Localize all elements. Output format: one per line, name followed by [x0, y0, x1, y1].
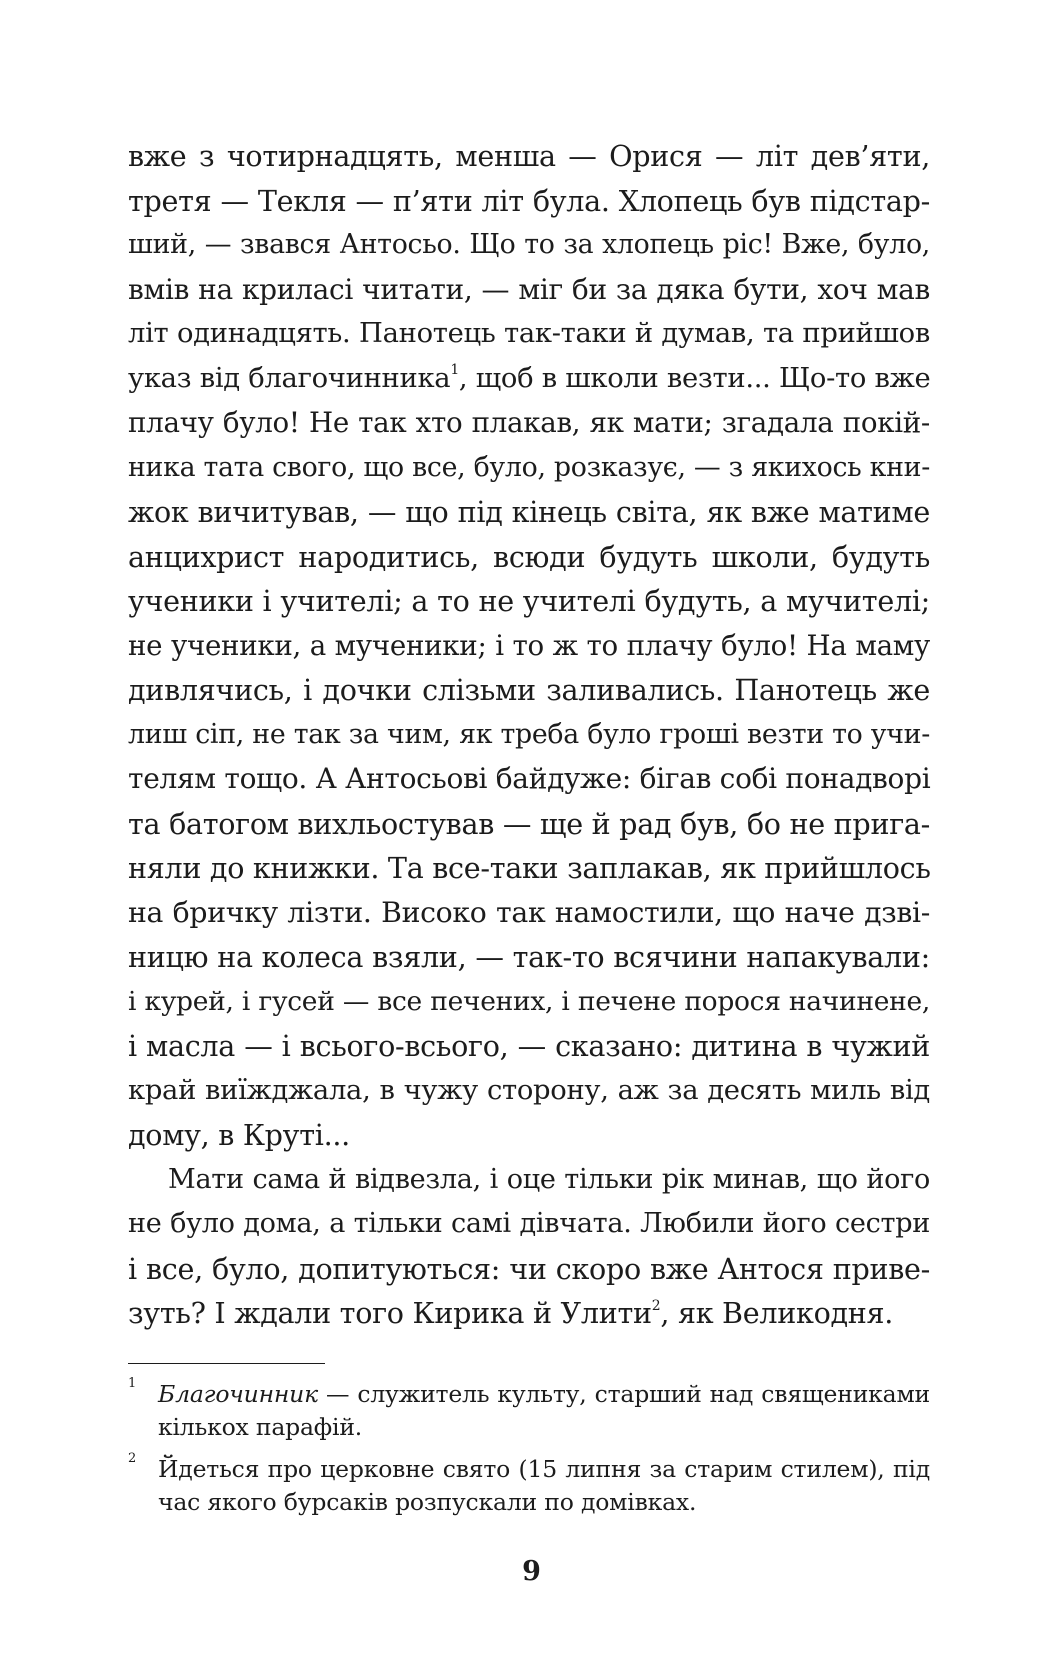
footnote-line — [128, 1378, 930, 1411]
text-line: плачу було! Не так хто плакав, як мати; згадала покій- — [128, 406, 930, 439]
text-fragment: , як Великодня. — [660, 1296, 894, 1330]
footnote-mark: 1 — [128, 1376, 137, 1391]
text-line-paragraph-start: Мати сама й відвезла, і оце тільки рік минав, що його — [168, 1163, 930, 1195]
footnote-text: — служитель культу, старший над священиками — [317, 1380, 930, 1408]
text-line: край виїжджала, в чужу сторону, аж за десять миль від — [128, 1074, 930, 1106]
text-line: не було дома, а тільки самі дівчата. Любили його сестри — [128, 1208, 930, 1239]
text-line: няли до книжки. Та все-таки заплакав, як прийшлось — [128, 851, 931, 885]
footnote-line: Йдеться про церковне свято (15 липня за старим стилем), під — [158, 1455, 930, 1483]
text-line-with-footnote-ref — [128, 1291, 930, 1336]
text-fragment: , щоб в школи везти... Що-то вже — [458, 362, 931, 394]
footnote-term: Благочинник — [158, 1380, 318, 1408]
text-line: жок вичитував, — що під кінець світа, як вже матиме — [128, 495, 930, 529]
text-line: вмів на криласі читати, — міг би за дяка бути, хоч мав — [128, 272, 930, 306]
text-line: ника тата свого, що все, було, розказує, — з якихось кни- — [128, 451, 930, 483]
text-line: на бричку лізти. Високо так намостили, що наче дзві- — [128, 895, 930, 929]
text-line: лиш сіп, не так за чим, як треба було гроші везти то учи- — [128, 718, 930, 750]
text-line: анцихрист народитись, всюди будуть школи, будуть — [128, 539, 930, 574]
text-line: і масла — і всього-всього, — сказано: дитина в чужий — [128, 1029, 930, 1063]
footnotes — [128, 1378, 930, 1528]
text-line: третя — Текля — п’яти літ була. Хлопець був підстар- — [128, 183, 930, 218]
text-line: вже з чотирнадцять, менша — Орися — літ дев’яти, — [128, 139, 930, 173]
text-line: літ одинадцять. Панотець так-таки й думав, та прийшов — [128, 318, 930, 349]
footnote-mark: 2 — [128, 1451, 137, 1466]
footnote-line: час якого бурсаків розпускали по домівках. — [158, 1488, 697, 1516]
text-line: та батогом вихльостував — ще й рад був, бо не прига- — [128, 806, 930, 841]
page-number: 9 — [522, 1556, 541, 1587]
text-line: ницю на колеса взяли, — так-то всячини напакували: — [128, 940, 930, 974]
footnote-ref-1: 1 — [450, 362, 459, 379]
text-line: дивлячись, і дочки слізьми заливались. Панотець же — [128, 673, 930, 707]
footnote-ref-2: 2 — [651, 1298, 661, 1315]
text-fragment: указ від благочинника — [128, 362, 451, 394]
footnote-1 — [128, 1378, 930, 1444]
text-line: ученики і учителі; а то не учителі будуть, а мучителі; — [128, 584, 930, 618]
footnote-divider — [128, 1363, 325, 1364]
text-line: і все, було, допитуються: чи скоро вже Антося приве- — [128, 1251, 930, 1286]
footnote-line: кількох парафій. — [158, 1413, 363, 1441]
text-line-paragraph-end: дому, в Круті... — [128, 1118, 350, 1152]
main-text — [128, 134, 930, 1336]
text-line: і курей, і гусей — все печених, і печене порося начинене, — [128, 985, 930, 1017]
text-line: не ученики, а мученики; і то ж то плачу було! На маму — [128, 628, 930, 662]
text-fragment: зуть? І ждали того Кирика й Улити — [128, 1296, 652, 1330]
text-line: телям тощо. А Антосьові байдуже: бігав собі понадворі — [128, 762, 931, 795]
text-line-with-footnote-ref — [128, 357, 930, 402]
footnote-2 — [128, 1453, 930, 1519]
text-line: ший, — звався Антосьо. Що то за хлопець ріс! Вже, було, — [128, 229, 930, 260]
